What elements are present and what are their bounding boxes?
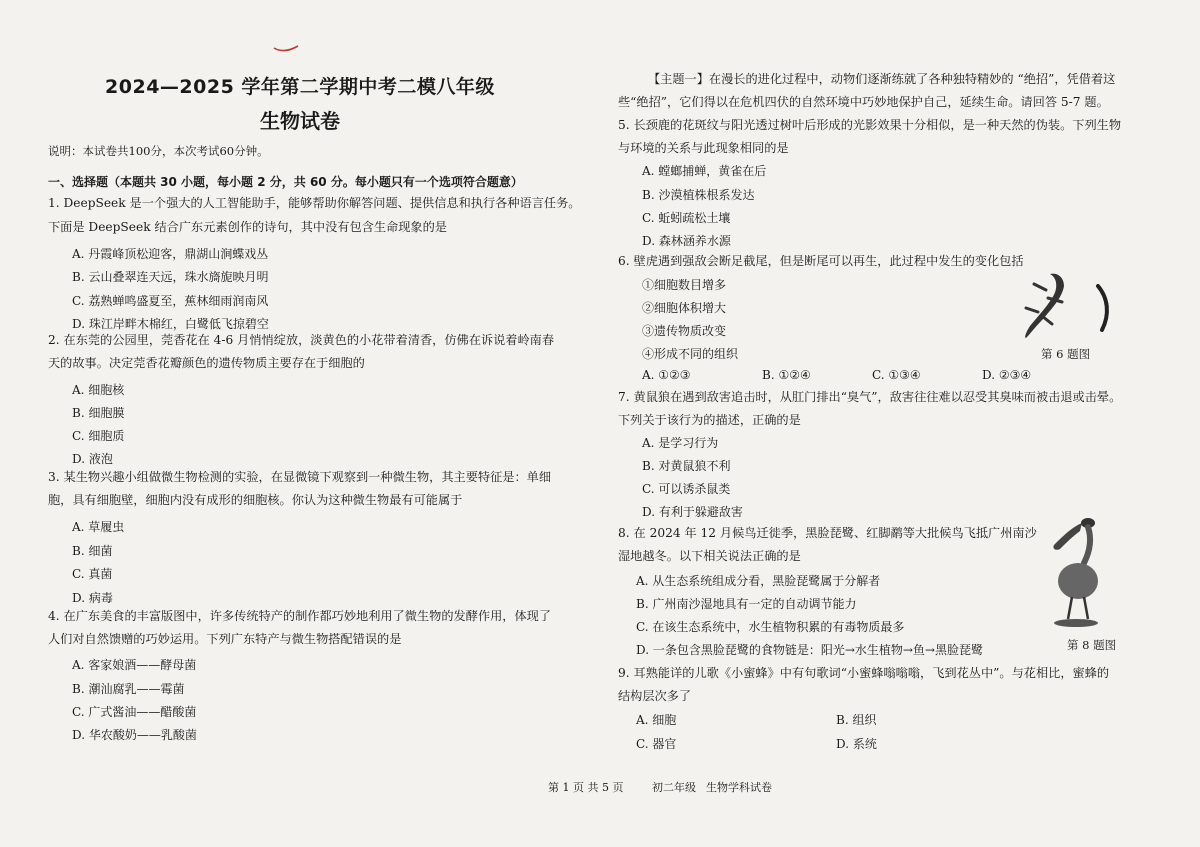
figure-8-caption: 第 8 题图	[1067, 638, 1117, 652]
question-1-line1: 1. DeepSeek 是一个强大的人工智能助手，能够帮助你解答问题、提供信息和执行各种语言任务。	[48, 196, 581, 210]
q9-option-d: D. 系统	[836, 737, 877, 751]
q7-option-b: B. 对黄鼠狼不利	[642, 459, 731, 473]
q6-item-1: ①细胞数目增多	[642, 278, 727, 292]
theme-line2: 些“绝招”，它们得以在危机四伏的自然环境中巧妙地保护自己，延续生命。请回答 5-7 题。	[618, 95, 1109, 109]
q2-option-d: D. 液泡	[72, 452, 113, 466]
question-5-line1: 5. 长颈鹿的花斑纹与阳光透过树叶后形成的光影效果十分相似，是一种天然的伪装。下列生物	[618, 118, 1122, 132]
q3-option-a: A. 草履虫	[72, 520, 125, 534]
q8-option-b: B. 广州南沙湿地具有一定的自动调节能力	[636, 597, 857, 611]
q2-option-b: B. 细胞膜	[72, 406, 125, 420]
question-2-line1: 2. 在东莞的公园里，莞香花在 4-6 月悄悄绽放，淡黄色的小花带着清香，仿佛在诉说着岭南春	[48, 333, 555, 347]
question-3-line2: 胞，具有细胞壁，细胞内没有成形的细胞核。你认为这种微生物最有可能属于	[48, 493, 463, 507]
q7-option-d: D. 有利于躲避敌害	[642, 505, 743, 519]
theme-line1: 【主题一】在漫长的进化过程中，动物们逐渐练就了各种独特精妙的 “绝招”，凭借着这	[648, 72, 1116, 86]
question-8-line1: 8. 在 2024 年 12 月候鸟迁徙季，黑脸琵鹭、红脚鹬等大批候鸟飞抵广州南沙	[618, 526, 1037, 540]
q8-option-c: C. 在该生态系统中，水生植物积累的有毒物质最多	[636, 620, 905, 634]
q2-option-a: A. 细胞核	[72, 383, 125, 397]
q1-option-d: D. 珠江岸畔木棉红，白鹭低飞掠碧空	[72, 317, 269, 331]
q6-item-2: ②细胞体积增大	[642, 301, 727, 315]
q5-option-c: C. 蚯蚓疏松土壤	[642, 211, 731, 225]
q4-option-b: B. 潮汕腐乳——霉菌	[72, 682, 185, 696]
q4-option-a: A. 客家娘酒——酵母菌	[72, 658, 197, 672]
q4-option-c: C. 广式酱油——醋酸菌	[72, 705, 197, 719]
question-7-line2: 下列关于该行为的描述，正确的是	[618, 413, 801, 427]
q4-option-d: D. 华农酸奶——乳酸菌	[72, 728, 197, 742]
q1-option-c: C. 荔熟蝉鸣盛夏至，蕉林细雨润南风	[72, 294, 269, 308]
question-8-line2: 湿地越冬。以下相关说法正确的是	[618, 549, 801, 563]
q5-option-d: D. 森林涵养水源	[642, 234, 731, 248]
exam-title: 2024—2025 学年第二学期中考二模八年级	[105, 76, 495, 98]
footer-grade: 初二年级	[652, 781, 696, 794]
question-9-line2: 结构层次多了	[618, 689, 692, 703]
question-4-line2: 人们对自然馈赠的巧妙运用。下列广东特产与微生物搭配错误的是	[48, 632, 402, 646]
q3-option-d: D. 病毒	[72, 591, 113, 605]
question-2-line2: 天的故事。决定莞香花瓣颜色的遗传物质主要存在于细胞的	[48, 356, 365, 370]
q6-item-4: ④形成不同的组织	[642, 347, 739, 361]
q1-option-b: B. 云山叠翠连天远，珠水旖旎映月明	[72, 270, 269, 284]
q8-option-a: A. 从生态系统组成分看，黑脸琵鹭属于分解者	[636, 574, 881, 588]
q9-option-c: C. 器官	[636, 737, 677, 751]
q9-option-a: A. 细胞	[636, 713, 677, 727]
q6-item-3: ③遗传物质改变	[642, 324, 727, 338]
red-pen-mark	[272, 42, 302, 56]
q5-option-b: B. 沙漠植株根系发达	[642, 188, 755, 202]
section-heading: 一、选择题（本题共 30 小题，每小题 2 分，共 60 分。每小题只有一个选项符合题意）	[48, 175, 523, 189]
figure-6-caption: 第 6 题图	[1041, 347, 1091, 361]
q6-option-b: B. ①②④	[762, 368, 811, 382]
gecko-figure	[1018, 268, 1128, 342]
q6-option-c: C. ①③④	[872, 368, 921, 382]
q3-option-c: C. 真菌	[72, 567, 113, 581]
q5-option-a: A. 螳螂捕蝉，黄雀在后	[642, 164, 767, 178]
q3-option-b: B. 细菌	[72, 544, 113, 558]
q6-option-d: D. ②③④	[982, 368, 1032, 382]
q2-option-c: C. 细胞质	[72, 429, 125, 443]
footer-page-number: 第 1 页 共 5 页	[548, 781, 624, 794]
question-6-line1: 6. 壁虎遇到强敌会断足截尾，但是断尾可以再生，此过程中发生的变化包括	[618, 254, 1024, 268]
question-1-line2: 下面是 DeepSeek 结合广东元素创作的诗句，其中没有包含生命现象的是	[48, 220, 447, 234]
right-page	[600, 0, 1200, 847]
q7-option-a: A. 是学习行为	[642, 436, 719, 450]
q7-option-c: C. 可以诱杀鼠类	[642, 482, 731, 496]
exam-subtitle: 生物试卷	[260, 109, 340, 133]
spoonbill-figure	[1032, 515, 1112, 637]
q1-option-a: A. 丹霞峰顶松迎客，鼎湖山涧蝶戏丛	[72, 247, 269, 261]
footer-subject: 生物学科试卷	[706, 781, 772, 794]
q9-option-b: B. 组织	[836, 713, 877, 727]
exam-note: 说明：本试卷共100分，本次考试60分钟。	[48, 144, 269, 158]
question-3-line1: 3. 某生物兴趣小组做微生物检测的实验，在显微镜下观察到一种微生物，其主要特征是：单细	[48, 470, 552, 484]
q6-option-a: A. ①②③	[642, 368, 691, 382]
question-7-line1: 7. 黄鼠狼在遇到敌害追击时，从肛门排出“臭气”，敌害往往难以忍受其臭味而被击退或击晕。	[618, 390, 1122, 404]
question-4-line1: 4. 在广东美食的丰富版图中，许多传统特产的制作都巧妙地利用了微生物的发酵作用，体现了	[48, 609, 552, 623]
q8-option-d: D. 一条包含黑脸琵鹭的食物链是：阳光→水生植物→鱼→黑脸琵鹭	[636, 643, 983, 657]
question-9-line1: 9. 耳熟能详的儿歌《小蜜蜂》中有句歌词“小蜜蜂嗡嗡嗡，飞到花丛中”。与花相比，蜜蜂的	[618, 666, 1110, 680]
question-5-line2: 与环境的关系与此现象相同的是	[618, 141, 789, 155]
